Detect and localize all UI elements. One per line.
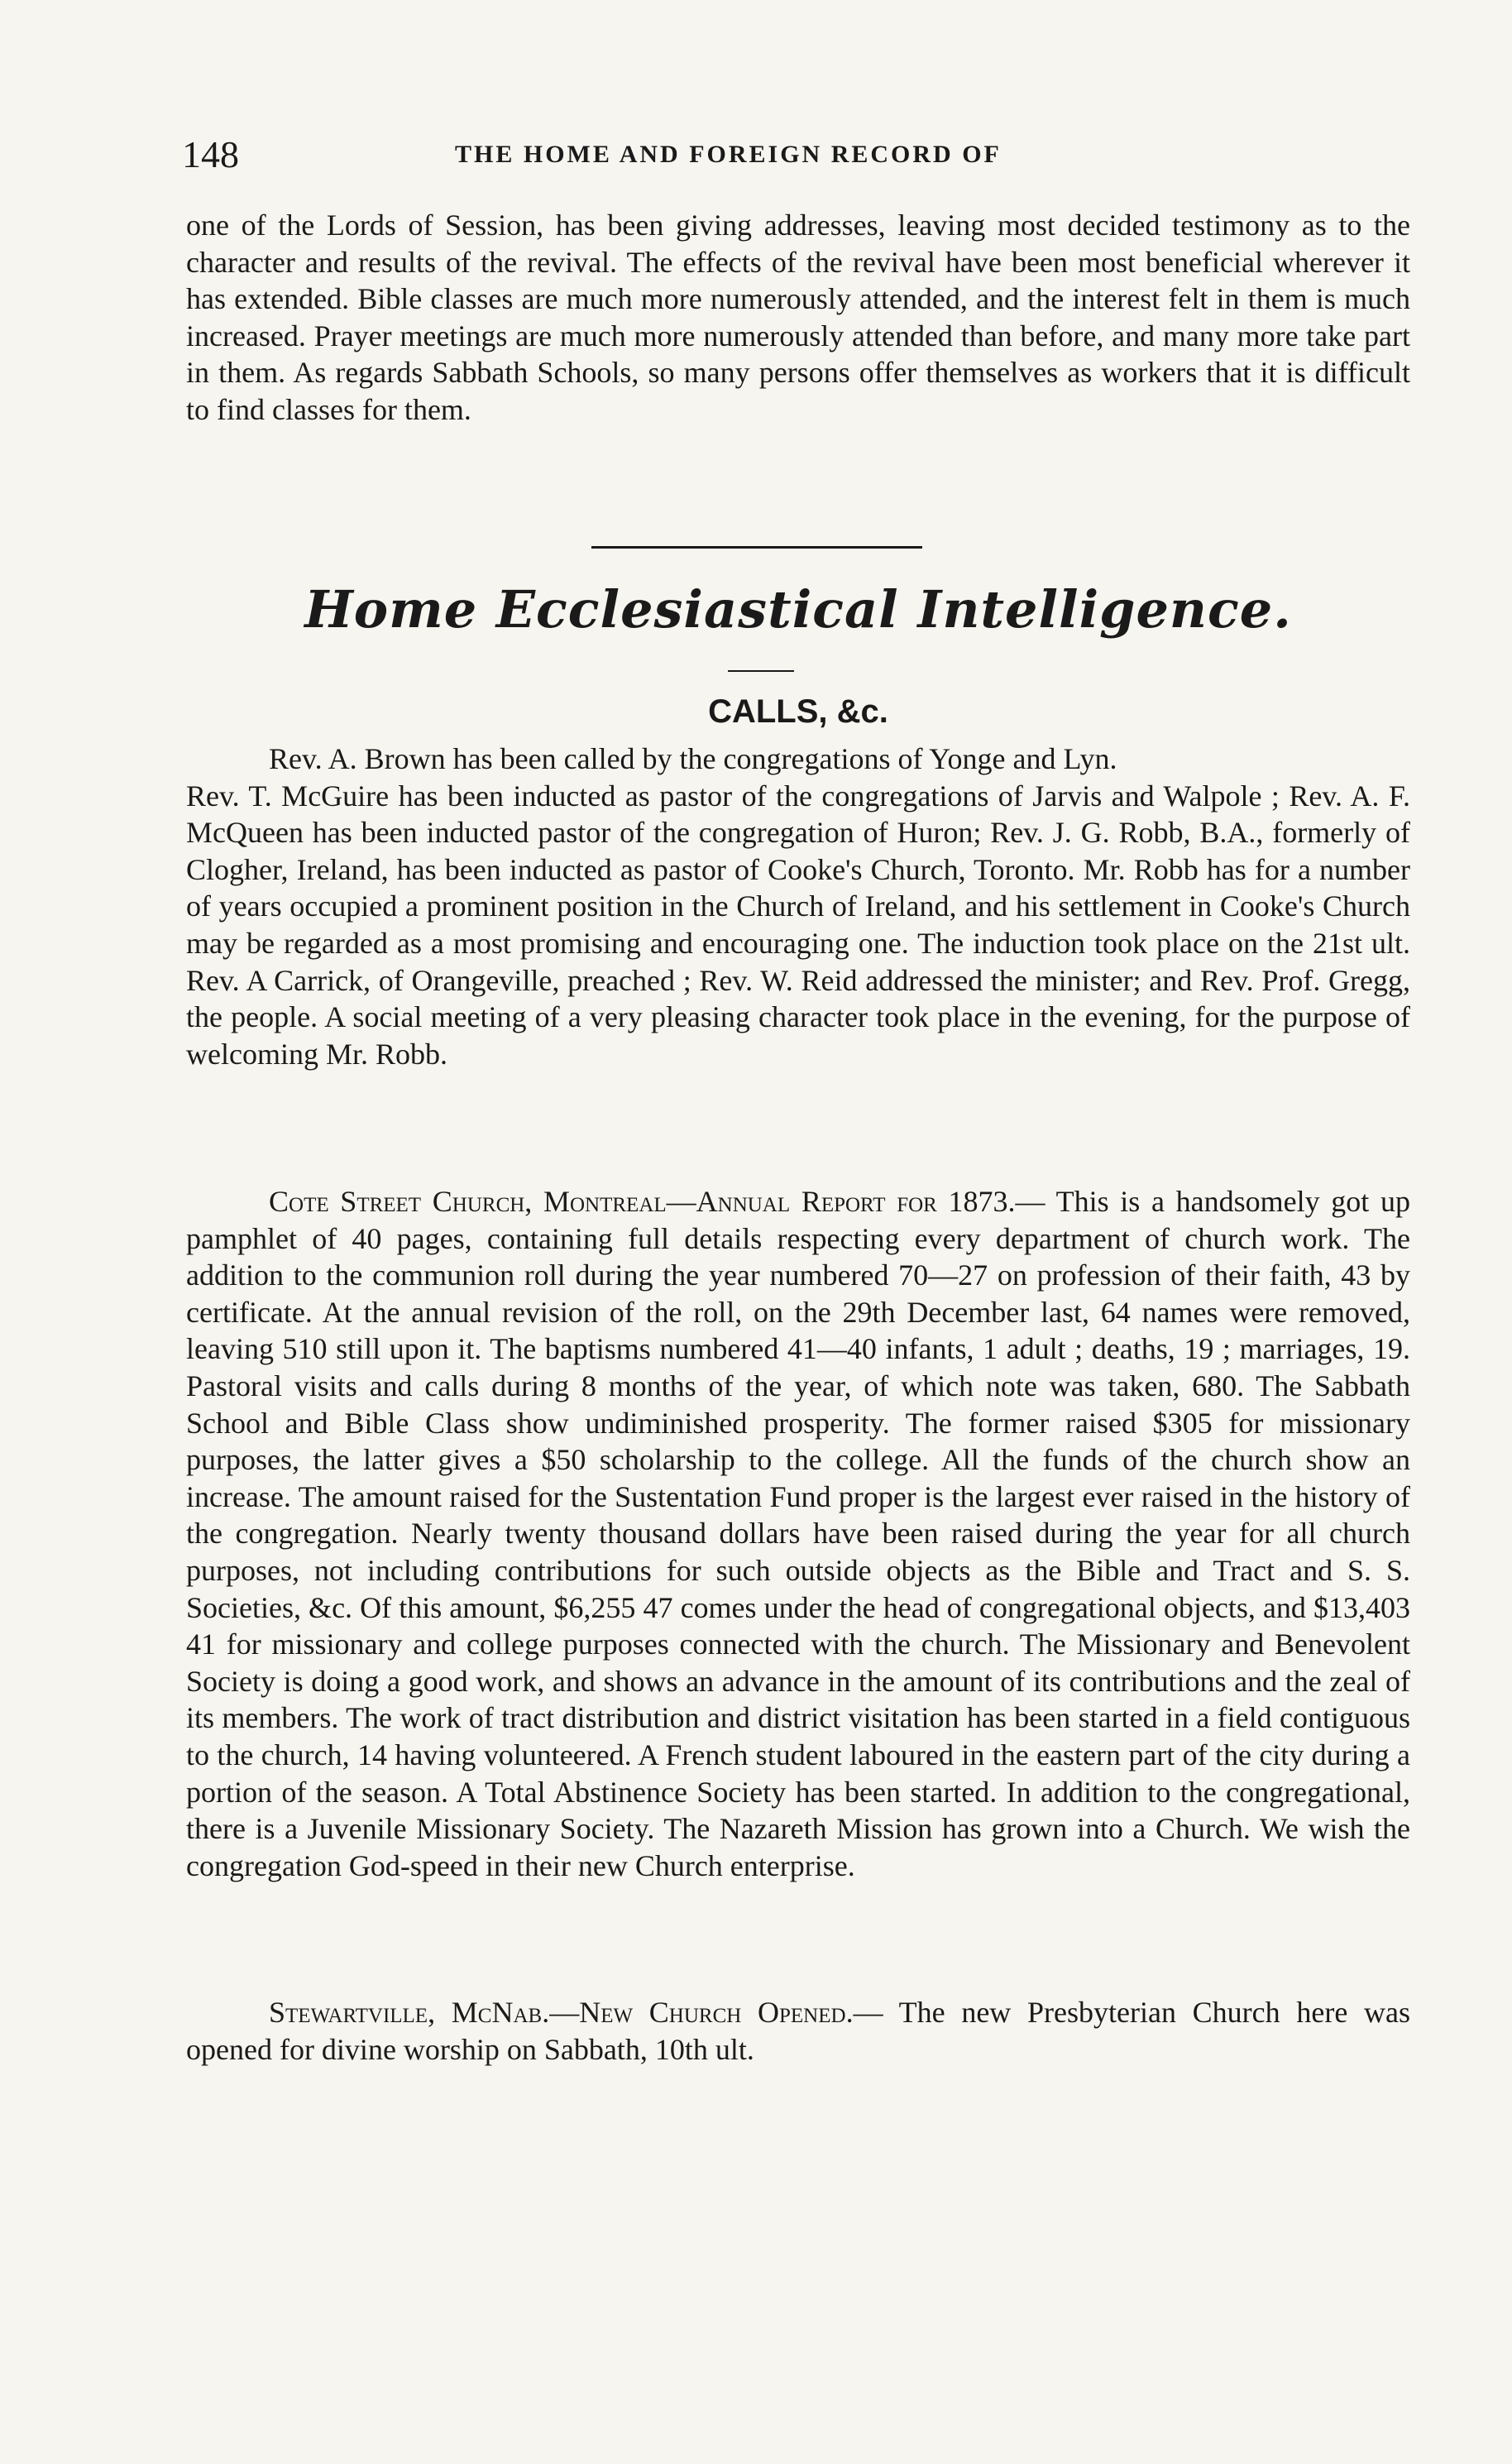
cote-street-lead: Cote Street Church, Montreal—Annual Report for 1873.— — [269, 1185, 1045, 1218]
running-title: THE HOME AND FOREIGN RECORD OF — [455, 141, 1002, 168]
continued-paragraph: one of the Lords of Session, has been giving addresses, leaving most decided testimony as to the character and results of the revival. The effects of the revival have been most beneficial wherever it has extended. Bible classes are much more numerously attended, and the interest felt in them is much increased. Prayer meetings are much more numerously attended than before, and many more take part in them. As regards Sabbath Schools, so many persons offer themselves as workers that it is difficult to find classes for them. — [186, 209, 1410, 426]
sub-heading: CALLS, &c. — [708, 693, 888, 730]
cote-street-paragraph — [186, 1183, 1410, 1884]
running-head — [182, 132, 1423, 182]
section-divider — [591, 546, 922, 549]
stewartville-text: The new Presbyterian Church here was opened for divine worship on Sabbath, 10th ult. — [186, 1996, 1410, 2066]
cote-street-text: This is a handsomely got up pamphlet of 40 pages, containing full details respecting every department of church work. The addition to the communion roll during the year numbered 70—27 on profession of their faith, 43 by certificate. At the annual revision of the roll, on the 29th December last, 64 names were removed, leaving 510 still upon it. The baptisms numbered 41—40 infants, 1 adult ; deaths, 19 ; marriages, 19. Pastoral visits and calls during 8 months of the year, of which note was taken, 680. The Sabbath School and Bible Class show undiminished prosperity. The former raised $305 for missionary purposes, the latter gives a $50 scholarship to the college. All the funds of the church show an increase. The amount raised for the Sustentation Fund proper is the largest ever raised in the history of the congregation. Nearly twenty thousand dollars have been raised during the year for all church purposes, not including contributions for such outside objects as the Bible and Tract and S. S. Societies, &c. Of this amount, $6,255 47 comes under the head of congregational objects, and $13,403 41 for missionary and college purposes connected with the church. The Missionary and Benevolent Society is doing a good work, and shows an advance in the amount of its contributions and the zeal of its members. The work of tract distribution and district visitation has been started in a field contiguous to the church, 14 having volunteered. A French student laboured in the eastern part of the city during a portion of the season. A Total Abstinence Society has been started. In addition to the congregational, there is a Juvenile Missionary Society. The Nazareth Mission has grown into a Church. We wish the congregation God-speed in their new Church enterprise. — [186, 1185, 1410, 1882]
heading-divider — [728, 670, 794, 672]
stewartville-paragraph — [186, 1994, 1410, 2068]
calls-paragraph: Rev. T. McGuire has been inducted as pastor of the congregations of Jarvis and Walpole ; Rev. A. F. McQueen has been inducted pastor of the congregation of Huron; Rev. J. G. Robb, B.A., formerly of Clogher, Ireland, has been inducted as pastor of Cooke's Church, Toronto. Mr. Robb has for a number of years occupied a prominent position in the Church of Ireland, and his settlement in Cooke's Church may be regarded as a most promising and encouraging one. The induction took place on the 21st ult. Rev. A Carrick, of Orangeville, preached ; Rev. W. Reid addressed the minister; and Rev. Prof. Gregg, the people. A social meeting of a very pleasing character took place in the evening, for the purpose of welcoming Mr. Robb. — [186, 779, 1410, 1071]
stewartville-lead: Stewartville, McNab.—New Church Opened.— — [269, 1996, 883, 2029]
section-heading: Home Ecclesiastical Intelligence. — [304, 579, 1292, 640]
page-number: 148 — [182, 133, 239, 175]
calls-first-line: Rev. A. Brown has been called by the congregations of Yonge and Lyn. — [269, 742, 1117, 775]
